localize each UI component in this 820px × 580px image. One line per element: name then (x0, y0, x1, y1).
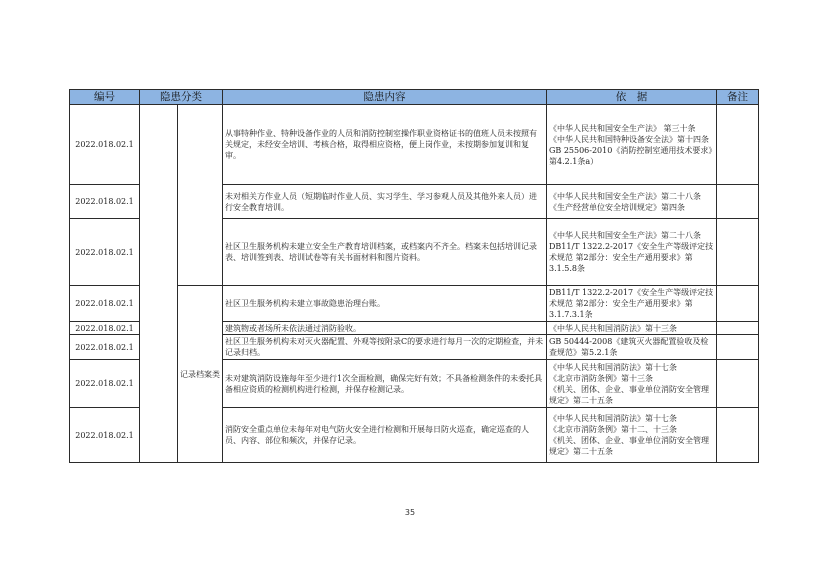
row-remarks (717, 322, 759, 335)
row-content: 社区卫生服务机构未对灭火器配置、外观等按附录C的要求进行每月一次的定期检查，并未记录归档。 (223, 335, 547, 360)
row-basis: 《中华人民共和国消防法》第十七条 《北京市消防条例》第十二、十三条 《机关、团体、企业、事业单位消防安全管理规定》第二十五条 (547, 408, 717, 463)
row-remarks (717, 105, 759, 185)
table-row (70, 105, 759, 185)
row-id: 2022.018.02.1 (70, 408, 140, 463)
row-basis: GB 50444-2008《建筑灭火器配置验收及检查规范》第5.2.1条 (547, 335, 717, 360)
row-content: 未对相关方作业人员（短期临时作业人员、实习学生、学习参观人员及其他外来人员）进行安全教育培训。 (223, 185, 547, 219)
row-remarks (717, 185, 759, 219)
category-label: 记录档案类 (178, 286, 223, 463)
row-id: 2022.018.02.1 (70, 322, 140, 335)
row-remarks (717, 335, 759, 360)
row-basis: 《中华人民共和国消防法》第十三条 (547, 322, 717, 335)
row-remarks (717, 219, 759, 286)
row-id: 2022.018.02.1 (70, 286, 140, 322)
row-basis: 《中华人民共和国安全生产法》 第三十条 《中华人民共和国特种设备安全法》第十四条 GB 25506-2010《消防控制室通用技术要求》第4.2.1条a） (547, 105, 717, 185)
row-content: 未对建筑消防设施每年至少进行1次全面检测，确保完好有效；不具备检测条件的未委托具备相应资质的检测机构进行检测，并保存检测记录。 (223, 360, 547, 408)
row-id: 2022.018.02.1 (70, 360, 140, 408)
header-id: 编号 (70, 90, 140, 105)
row-basis: 《中华人民共和国安全生产法》第二十八条 《生产经营单位安全培训规定》第四条 (547, 185, 717, 219)
row-remarks (717, 408, 759, 463)
header-category: 隐患分类 (140, 90, 223, 105)
row-id: 2022.018.02.1 (70, 105, 140, 185)
row-content: 从事特种作业、特种设备作业的人员和消防控制室操作职业资格证书的值班人员未按照有关规定，未经安全培训、考核合格，取得相应资格，便上岗作业，未按期参加复训和复审。 (223, 105, 547, 185)
row-content: 建筑物或者场所未依法通过消防验收。 (223, 322, 547, 335)
category-group-cell (140, 105, 178, 463)
row-id: 2022.018.02.1 (70, 219, 140, 286)
page-number: 35 (404, 508, 416, 517)
row-remarks (717, 286, 759, 322)
row-remarks (717, 360, 759, 408)
header-remarks: 备注 (717, 90, 759, 105)
row-content: 社区卫生服务机构未建立安全生产教育培训档案，或档案内不齐全。档案未包括培训记录表、培训签到表、培训试卷等有关书面材料和图片资料。 (223, 219, 547, 286)
row-content: 社区卫生服务机构未建立事故隐患治理台账。 (223, 286, 547, 322)
row-basis: 《中华人民共和国安全生产法》第二十八条 DB11/T 1322.2-2017《安全生产等级评定技术规范 第2部分：安全生产通用要求》第3.1.5.8条 (547, 219, 717, 286)
header-basis: 依 据 (547, 90, 717, 105)
hazard-table (69, 89, 759, 463)
table-header-row (70, 90, 759, 105)
row-id: 2022.018.02.1 (70, 335, 140, 360)
row-content: 消防安全重点单位未每年对电气防火安全进行检测和开展每日防火巡查，确定巡查的人员、内容、部位和频次，并保存记录。 (223, 408, 547, 463)
row-basis: 《中华人民共和国消防法》第十七条 《北京市消防条例》第十三条 《机关、团体、企业、事业单位消防安全管理规定》第二十五条 (547, 360, 717, 408)
row-id: 2022.018.02.1 (70, 185, 140, 219)
header-content: 隐患内容 (223, 90, 547, 105)
row-basis: DB11/T 1322.2-2017《安全生产等级评定技术规范 第2部分：安全生产通用要求》第3.1.7.3.1条 (547, 286, 717, 322)
subcategory-cell (178, 105, 223, 286)
